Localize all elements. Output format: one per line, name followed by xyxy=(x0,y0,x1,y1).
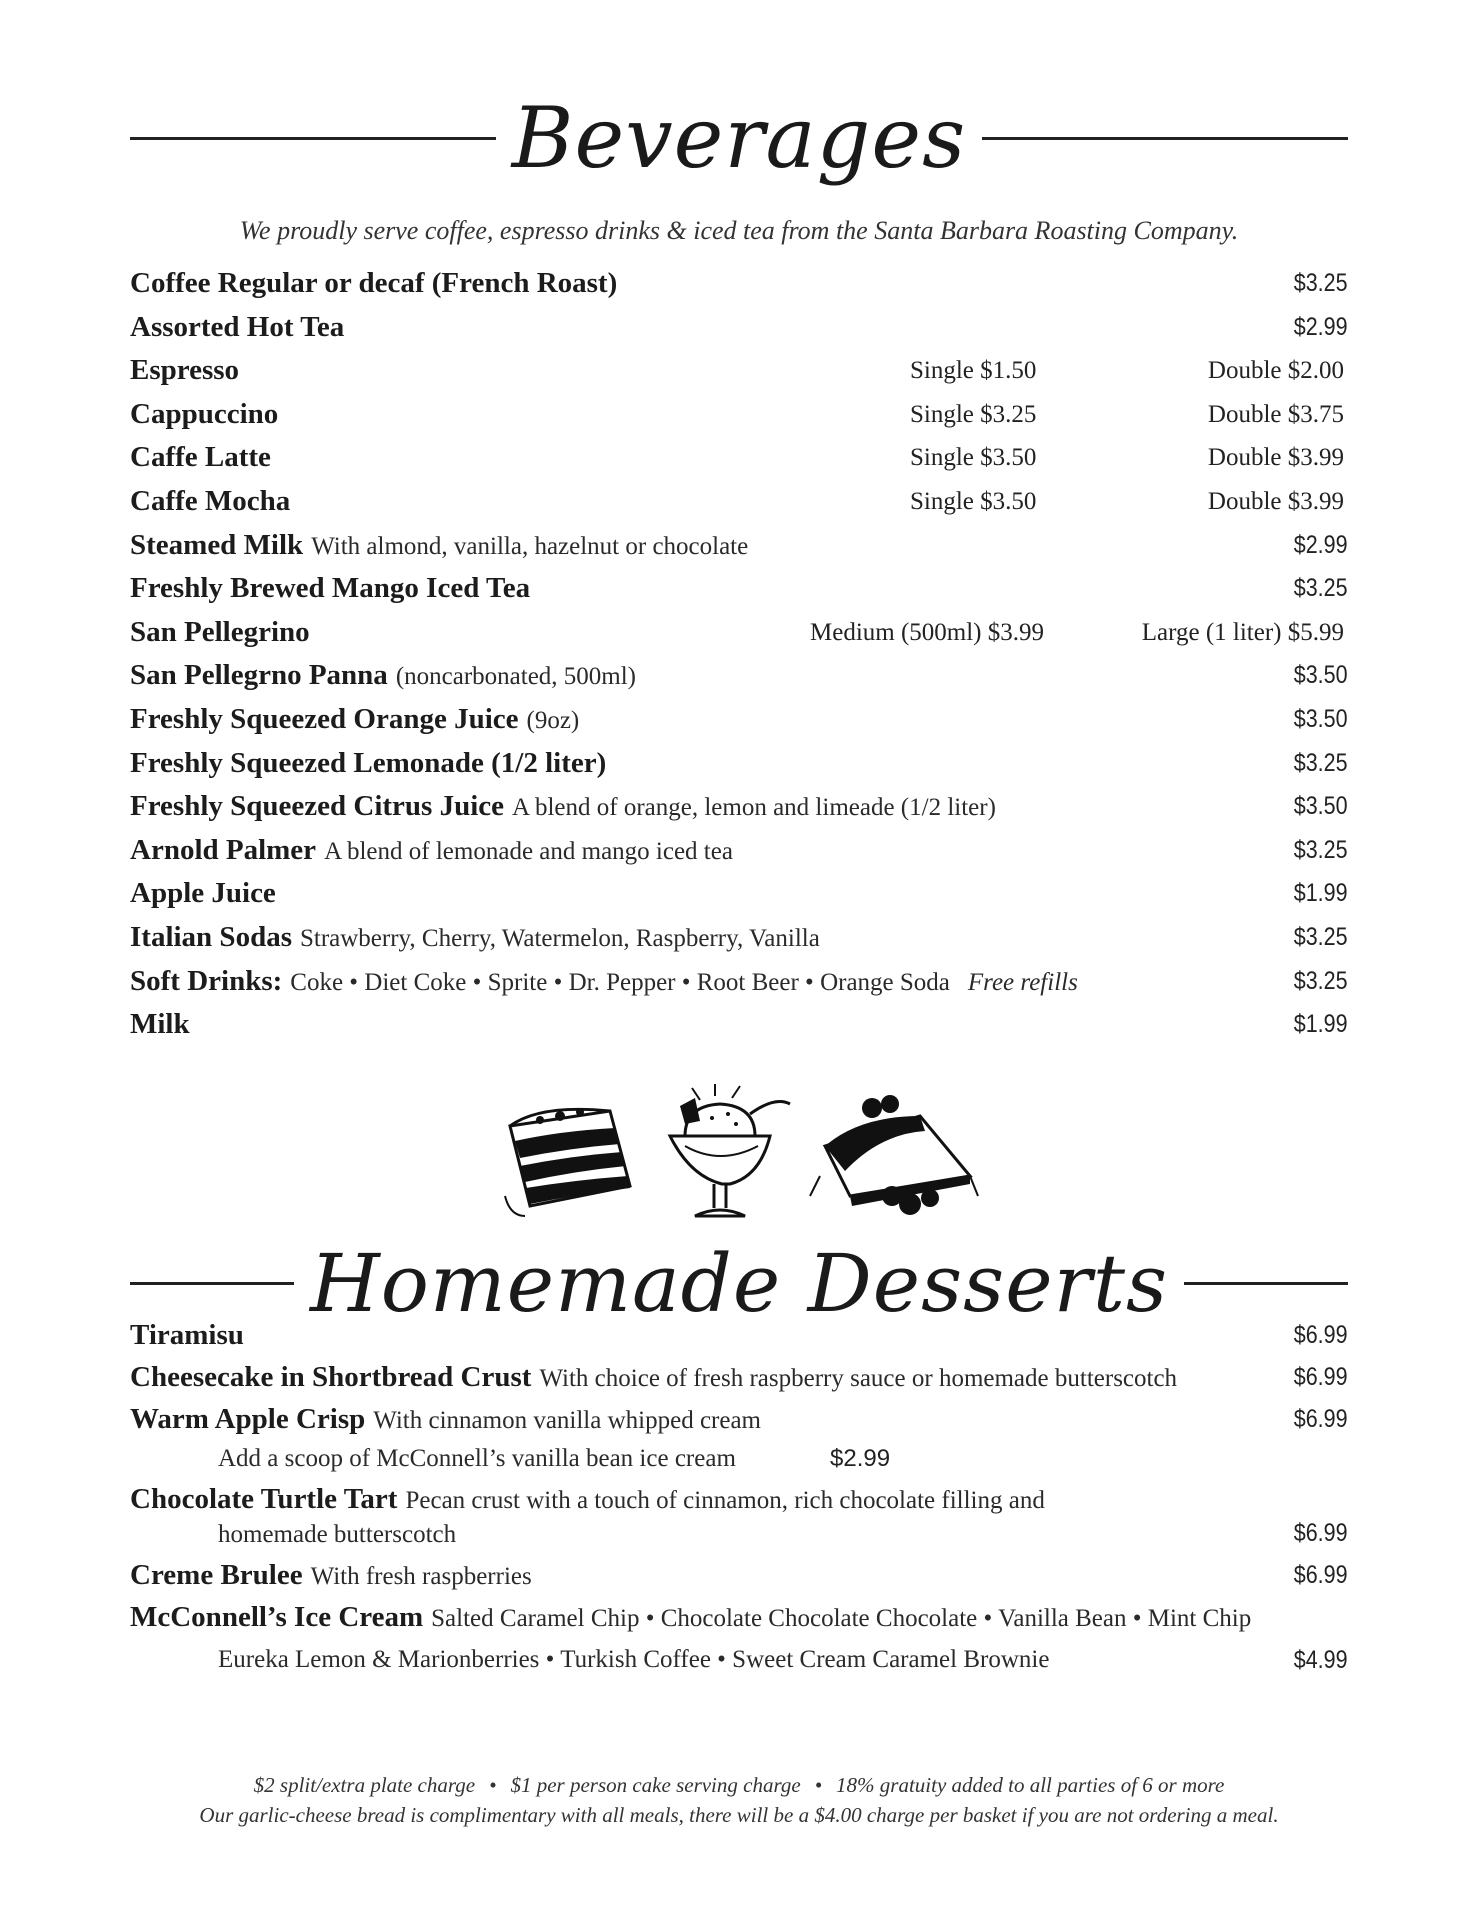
menu-item xyxy=(130,654,1348,698)
item-name: Arnold Palmer xyxy=(130,833,317,866)
desserts-illustration xyxy=(500,1076,980,1226)
menu-item xyxy=(130,742,1348,786)
item-name: Warm Apple Crisp xyxy=(130,1403,366,1435)
item-name: Chocolate Turtle Tart xyxy=(130,1483,398,1515)
menu-item xyxy=(130,306,1348,350)
item-desc: A blend of lemonade and mango iced tea xyxy=(324,837,733,865)
item-name: Caffe Latte xyxy=(130,441,271,474)
beverages-title: Beverages xyxy=(511,89,967,187)
left-rule xyxy=(130,1282,294,1285)
medium-price: Medium (500ml) $3.99 xyxy=(810,618,1045,646)
item-name: Freshly Squeezed Lemonade (1/2 liter) xyxy=(130,746,607,779)
item-desc: Salted Caramel Chip • Chocolate Chocolate Chocolate • Vanilla Bean • Mint Chip xyxy=(431,1605,1252,1632)
menu-item xyxy=(130,1356,1348,1398)
item-price: $2.99 xyxy=(1294,312,1348,341)
menu-item xyxy=(130,785,1348,829)
menu-item xyxy=(130,829,1348,873)
ice-cream-sundae-icon xyxy=(670,1084,790,1216)
item-name: Milk xyxy=(130,1008,190,1041)
item-name: Steamed Milk xyxy=(130,528,304,561)
item-price: $4.99 xyxy=(1294,1646,1348,1674)
item-name: McConnell’s Ice Cream xyxy=(130,1601,424,1633)
item-name: Italian Sodas xyxy=(130,920,292,953)
large-price: Large (1 liter) $5.99 xyxy=(1141,618,1344,646)
item-name: Espresso xyxy=(130,354,240,387)
item-note: Free refills xyxy=(967,968,1078,996)
item-price: $6.99 xyxy=(1294,1405,1348,1433)
item-desc-continued xyxy=(130,1638,1348,1682)
item-price: $2.99 xyxy=(1294,530,1348,559)
menu-item xyxy=(130,872,1348,916)
menu-item xyxy=(130,393,1348,437)
single-price: Single $1.50 xyxy=(910,357,1037,385)
item-name: Creme Brulee xyxy=(130,1559,303,1591)
item-name: Cappuccino xyxy=(130,397,279,430)
desserts-title: Homemade Desserts xyxy=(309,1236,1169,1330)
menu-item xyxy=(130,1398,1348,1440)
footer-line-2: Our garlic-cheese bread is complimentary with all meals, there will be a $4.00 charge per basket if you are not ordering a meal. xyxy=(199,1803,1279,1827)
item-desc: With choice of fresh raspberry sauce or homemade butterscotch xyxy=(539,1365,1178,1392)
menu-item xyxy=(130,349,1348,393)
item-name: Tiramisu xyxy=(130,1319,244,1351)
double-price: Double $3.99 xyxy=(1207,444,1344,472)
item-name: San Pellegrino xyxy=(130,615,310,648)
menu-item xyxy=(130,1554,1348,1596)
left-rule xyxy=(130,137,496,140)
item-desc: Strawberry, Cherry, Watermelon, Raspberry, Vanilla xyxy=(299,924,820,952)
item-name: Apple Juice xyxy=(130,877,276,910)
item-desc-line2: homemade butterscotch xyxy=(218,1521,457,1548)
item-name: Coffee Regular or decaf (French Roast) xyxy=(130,267,618,299)
cake-charge-note: $1 per person cake serving charge xyxy=(510,1773,801,1797)
item-desc: With fresh raspberries xyxy=(310,1563,532,1590)
item-name: San Pellegrno Panna xyxy=(130,659,388,692)
right-rule xyxy=(982,137,1348,140)
menu-item xyxy=(130,1003,1348,1047)
footer-line-1 xyxy=(130,1770,1348,1800)
addon-price: $2.99 xyxy=(830,1445,891,1472)
menu-item xyxy=(130,262,1348,306)
item-desc: Pecan crust with a touch of cinnamon, rich chocolate filling and xyxy=(405,1487,1045,1514)
item-price: $1.99 xyxy=(1294,1010,1348,1039)
addon-desc: Add a scoop of McConnell’s vanilla bean ice cream xyxy=(218,1445,736,1472)
desserts-list xyxy=(130,1314,1348,1682)
item-price: $1.99 xyxy=(1294,879,1348,908)
menu-item xyxy=(130,1478,1348,1520)
item-name: Cheesecake in Shortbread Crust xyxy=(130,1361,532,1393)
single-price: Single $3.50 xyxy=(910,487,1037,515)
item-name: Freshly Squeezed Orange Juice xyxy=(130,702,519,735)
item-price: $6.99 xyxy=(1294,1561,1348,1589)
double-price: Double $3.75 xyxy=(1207,400,1344,428)
gratuity-note: 18% gratuity added to all parties of 6 or more xyxy=(836,1773,1225,1797)
item-price: $3.50 xyxy=(1294,661,1348,690)
beverages-intro: We proudly serve coffee, espresso drinks & iced tea from the Santa Barbara Roasting Company. xyxy=(239,216,1239,245)
single-price: Single $3.50 xyxy=(910,444,1037,472)
menu-item xyxy=(130,524,1348,568)
item-price: $3.50 xyxy=(1294,792,1348,821)
cake-slice-icon xyxy=(505,1108,630,1216)
footer xyxy=(130,1770,1348,1830)
item-name: Soft Drinks: xyxy=(130,964,283,997)
item-desc: With almond, vanilla, hazelnut or chocolate xyxy=(311,532,749,560)
item-desc-continued xyxy=(130,1520,1348,1554)
cheesecake-icon xyxy=(810,1095,978,1215)
double-price: Double $2.00 xyxy=(1207,357,1344,385)
beverages-list xyxy=(130,262,1348,1047)
separator: • xyxy=(489,1773,497,1797)
item-price: $3.50 xyxy=(1294,704,1348,733)
menu-item xyxy=(130,1314,1348,1356)
item-price: $3.25 xyxy=(1294,269,1348,297)
menu-item xyxy=(130,611,1348,655)
menu-item xyxy=(130,436,1348,480)
item-price: $6.99 xyxy=(1294,1363,1348,1391)
single-price: Single $3.25 xyxy=(910,400,1037,428)
item-price: $3.25 xyxy=(1294,574,1348,603)
separator: • xyxy=(814,1773,823,1797)
item-name: Caffe Mocha xyxy=(130,484,291,517)
item-price: $3.25 xyxy=(1294,835,1348,864)
item-name: Assorted Hot Tea xyxy=(130,310,345,343)
beverages-header xyxy=(130,78,1348,198)
item-desc: (9oz) xyxy=(526,706,580,734)
item-desc: (noncarbonated, 500ml) xyxy=(395,663,637,691)
item-price: $3.25 xyxy=(1294,966,1348,995)
item-price: $3.25 xyxy=(1294,922,1348,951)
double-price: Double $3.99 xyxy=(1207,487,1344,515)
item-price: $6.99 xyxy=(1294,1321,1348,1349)
split-charge-note: $2 split/extra plate charge xyxy=(253,1773,476,1797)
item-desc: With cinnamon vanilla whipped cream xyxy=(373,1407,762,1434)
menu-item xyxy=(130,916,1348,960)
menu-item xyxy=(130,567,1348,611)
item-price: $3.25 xyxy=(1294,748,1348,777)
menu-item xyxy=(130,698,1348,742)
item-name: Freshly Brewed Mango Iced Tea xyxy=(130,572,531,605)
item-price: $6.99 xyxy=(1294,1519,1348,1547)
item-name: Freshly Squeezed Citrus Juice xyxy=(130,790,505,823)
menu-item xyxy=(130,1596,1348,1638)
item-desc: A blend of orange, lemon and limeade (1/2 liter) xyxy=(512,794,996,822)
item-desc: Coke • Diet Coke • Sprite • Dr. Pepper • Root Beer • Orange Soda xyxy=(290,968,950,996)
right-rule xyxy=(1184,1282,1348,1285)
menu-item xyxy=(130,960,1348,1004)
item-desc-line2: Eureka Lemon & Marionberries • Turkish Coffee • Sweet Cream Caramel Brownie xyxy=(218,1646,1050,1673)
addon-row xyxy=(130,1440,1348,1478)
menu-item xyxy=(130,480,1348,524)
